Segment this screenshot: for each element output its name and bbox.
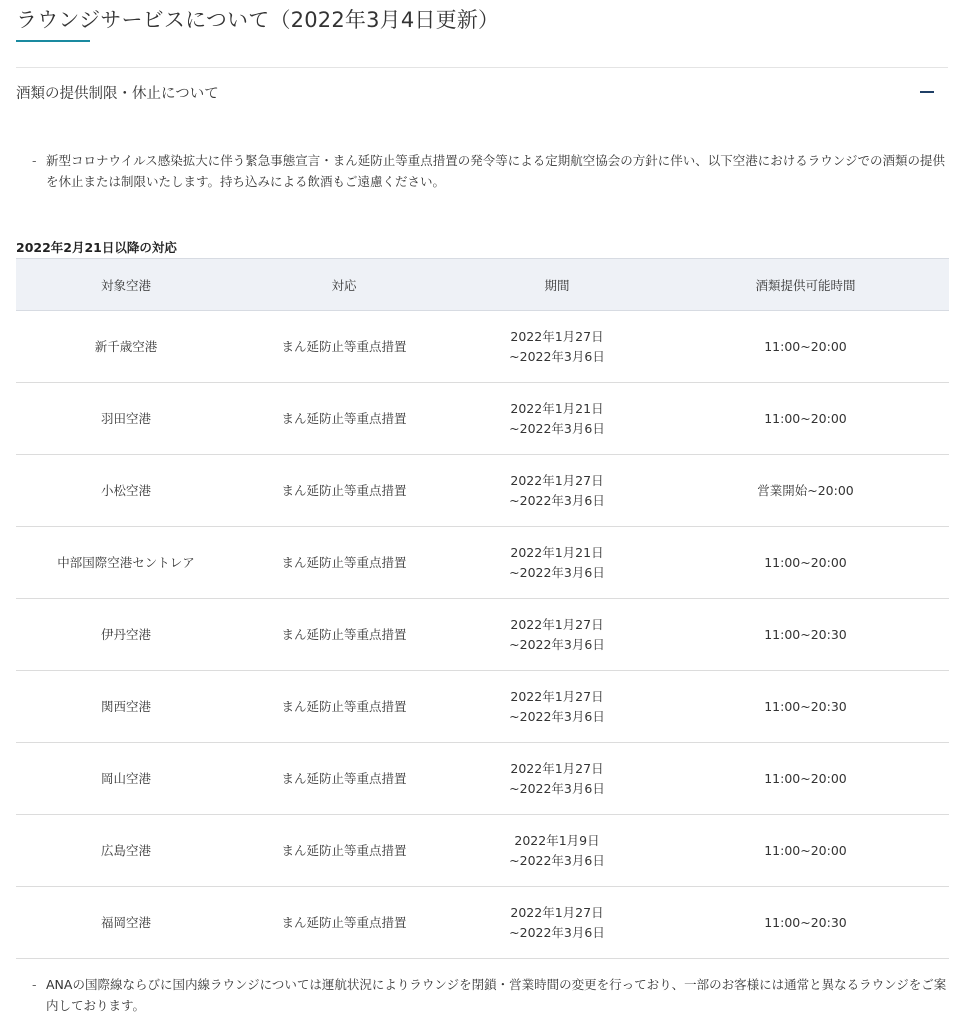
list-bullet: - (32, 977, 37, 992)
cell-hours: 11:00~20:00 (662, 743, 949, 815)
table-row (16, 815, 949, 887)
period-start: 2022年1月27日 (510, 688, 604, 704)
cell-period (452, 887, 662, 959)
cell-airport: 羽田空港 (16, 383, 236, 455)
lounge-restriction-table (16, 258, 949, 959)
cell-hours: 11:00~20:00 (662, 815, 949, 887)
period-end: ~2022年3月6日 (509, 780, 605, 796)
list-bullet: - (32, 153, 37, 168)
table-header-row (16, 259, 949, 311)
cell-hours: 11:00~20:30 (662, 887, 949, 959)
section-title: 2022年2月21日以降の対応 (16, 240, 177, 255)
cell-airport: 伊丹空港 (16, 599, 236, 671)
table-row (16, 599, 949, 671)
cell-measure: まん延防止等重点措置 (236, 743, 452, 815)
cell-hours: 11:00~20:30 (662, 599, 949, 671)
cell-hours: 11:00~20:00 (662, 383, 949, 455)
cell-hours: 11:00~20:00 (662, 527, 949, 599)
period-start: 2022年1月27日 (510, 904, 604, 920)
cell-measure: まん延防止等重点措置 (236, 815, 452, 887)
cell-period (452, 455, 662, 527)
notice-item (32, 974, 948, 1016)
cell-airport: 新千歳空港 (16, 311, 236, 383)
notice-text: 新型コロナウイルス感染拡大に伴う緊急事態宣言・まん延防止等重点措置の発令等による定期航空協会の方針に伴い、以下空港におけるラウンジでの酒類の提供を休止または制限いたします。持ち込みによる飲酒もご遠慮ください。 (46, 153, 945, 189)
table-row (16, 671, 949, 743)
period-end: ~2022年3月6日 (509, 852, 605, 868)
notice-item (32, 150, 948, 192)
period-start: 2022年1月21日 (510, 544, 604, 560)
column-header-measure: 対応 (236, 259, 452, 311)
cell-measure: まん延防止等重点措置 (236, 527, 452, 599)
notice-text: ANAの国際線ならびに国内線ラウンジについては運航状況によりラウンジを閉鎖・営業時間の変更を行っており、一部のお客様には通常と異なるラウンジをご案内しております。 (46, 977, 947, 1013)
period-end: ~2022年3月6日 (509, 708, 605, 724)
table-row (16, 383, 949, 455)
period-end: ~2022年3月6日 (509, 348, 605, 364)
cell-measure: まん延防止等重点措置 (236, 671, 452, 743)
cell-measure: まん延防止等重点措置 (236, 455, 452, 527)
column-header-airport: 対象空港 (16, 259, 236, 311)
cell-period (452, 815, 662, 887)
period-end: ~2022年3月6日 (509, 636, 605, 652)
period-start: 2022年1月27日 (510, 616, 604, 632)
period-end: ~2022年3月6日 (509, 420, 605, 436)
cell-measure: まん延防止等重点措置 (236, 383, 452, 455)
table-row (16, 743, 949, 815)
accordion-header-alcohol-restriction[interactable] (16, 68, 948, 114)
table-row (16, 455, 949, 527)
cell-airport: 福岡空港 (16, 887, 236, 959)
period-start: 2022年1月21日 (510, 400, 604, 416)
minus-icon[interactable] (920, 91, 934, 93)
cell-airport: 広島空港 (16, 815, 236, 887)
period-start: 2022年1月9日 (514, 832, 600, 848)
cell-measure: まん延防止等重点措置 (236, 311, 452, 383)
period-start: 2022年1月27日 (510, 472, 604, 488)
cell-measure: まん延防止等重点措置 (236, 599, 452, 671)
cell-hours: 営業開始~20:00 (662, 455, 949, 527)
cell-airport: 中部国際空港セントレア (16, 527, 236, 599)
cell-hours: 11:00~20:30 (662, 671, 949, 743)
table-row (16, 887, 949, 959)
cell-airport: 小松空港 (16, 455, 236, 527)
table-row (16, 527, 949, 599)
column-header-hours: 酒類提供可能時間 (662, 259, 949, 311)
table-row (16, 311, 949, 383)
cell-measure: まん延防止等重点措置 (236, 887, 452, 959)
cell-period (452, 599, 662, 671)
cell-period (452, 671, 662, 743)
page-title: ラウンジサービスについて（2022年3月4日更新） (16, 8, 500, 32)
title-underline (16, 40, 90, 42)
cell-period (452, 527, 662, 599)
period-end: ~2022年3月6日 (509, 924, 605, 940)
period-start: 2022年1月27日 (510, 760, 604, 776)
cell-period (452, 383, 662, 455)
period-end: ~2022年3月6日 (509, 492, 605, 508)
cell-period (452, 743, 662, 815)
period-start: 2022年1月27日 (510, 328, 604, 344)
accordion-title: 酒類の提供制限・休止について (16, 86, 219, 102)
cell-period (452, 311, 662, 383)
column-header-period: 期間 (452, 259, 662, 311)
cell-airport: 岡山空港 (16, 743, 236, 815)
cell-hours: 11:00~20:00 (662, 311, 949, 383)
period-end: ~2022年3月6日 (509, 564, 605, 580)
cell-airport: 関西空港 (16, 671, 236, 743)
